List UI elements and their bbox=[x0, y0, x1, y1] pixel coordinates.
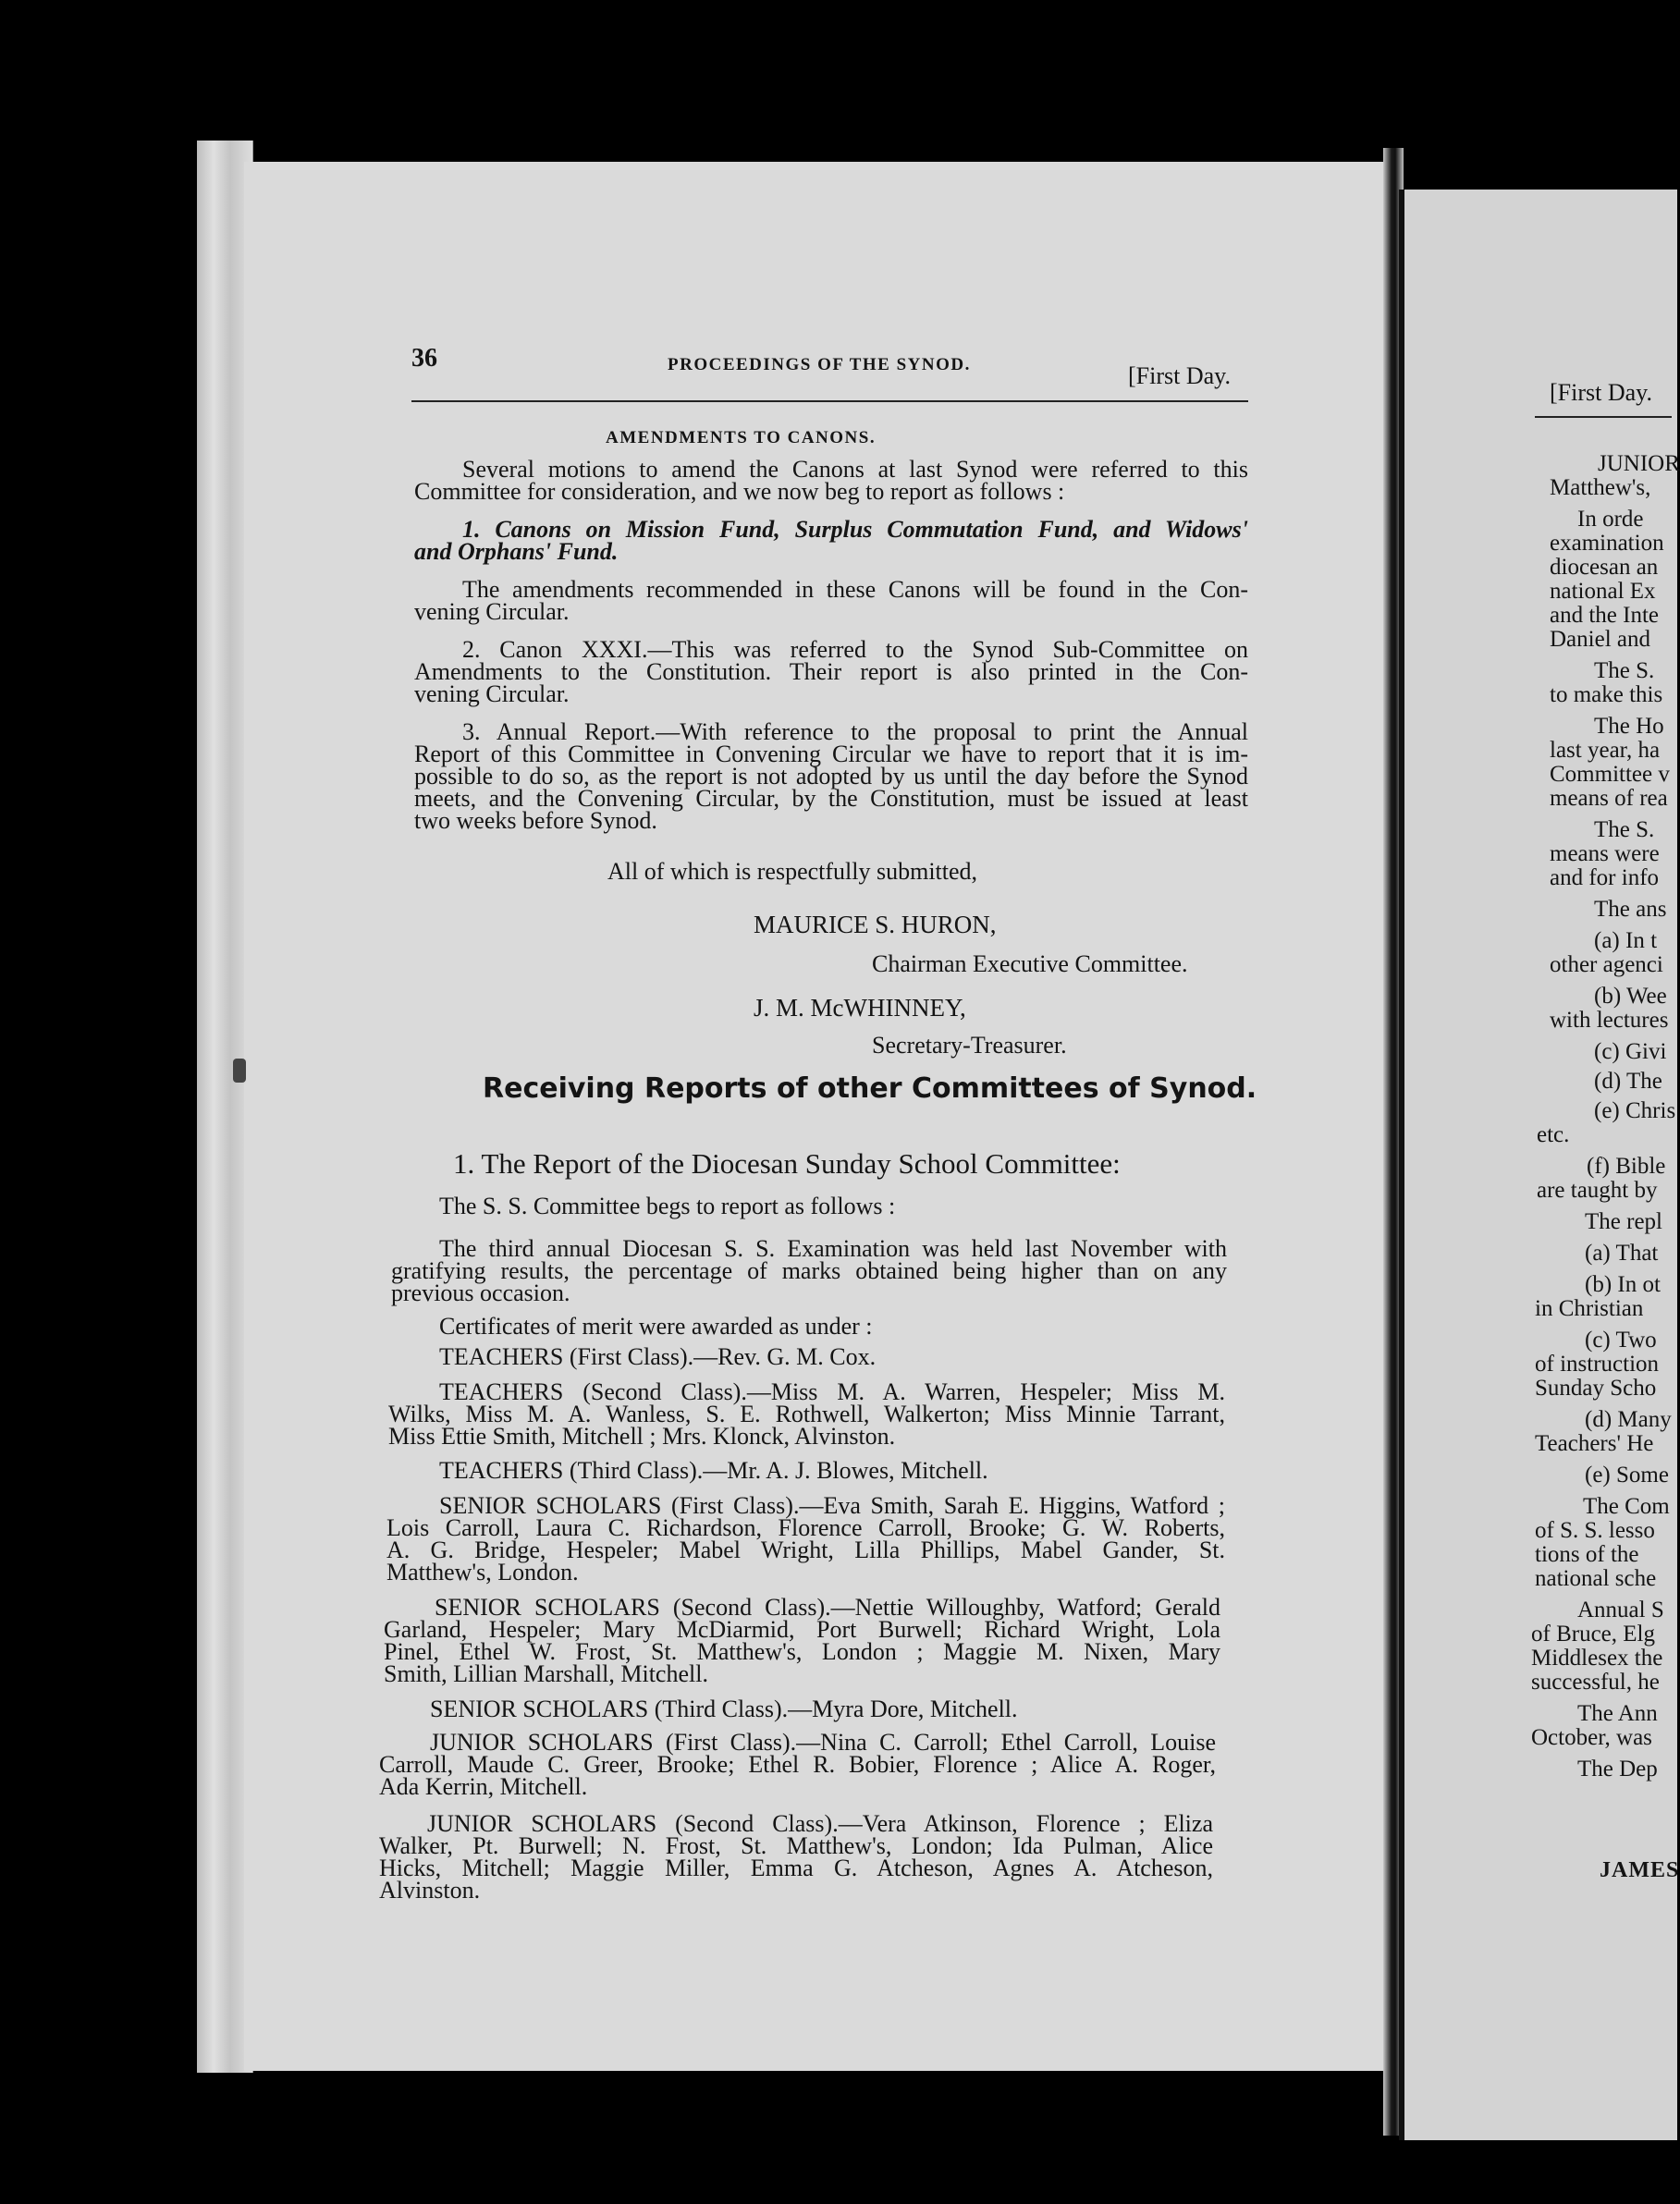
text-line: Carroll, Maude C. Greer, Brooke; Ethel R. Bobier, Florence ; Alice A. Roger, bbox=[379, 1751, 1216, 1778]
section-title: AMENDMENTS TO CANONS. bbox=[606, 428, 877, 447]
right-text-line: The ans bbox=[1594, 897, 1667, 922]
text-line: Hicks, Mitchell; Maggie Miller, Emma G. Atcheson, Agnes A. Atcheson, bbox=[379, 1855, 1213, 1881]
scan-speck-icon bbox=[233, 1059, 246, 1083]
text-line: TEACHERS (Third Class).—Mr. A. J. Blowes, Mitchell. bbox=[439, 1457, 988, 1484]
text-line: JUNIOR SCHOLARS (First Class).—Nina C. Carroll; Ethel Carroll, Louise bbox=[430, 1729, 1216, 1756]
right-text-line: JUNIOR bbox=[1598, 451, 1680, 476]
right-text-line: other agenci bbox=[1550, 952, 1663, 977]
right-text-line: (b) Wee bbox=[1594, 984, 1667, 1009]
text-line: 1. Canons on Mission Fund, Surplus Commutation Fund, and Widows' bbox=[462, 516, 1248, 543]
text-line: Walker, Pt. Burwell; N. Frost, St. Matthew's, London; Ida Pulman, Alice bbox=[379, 1832, 1213, 1859]
text-line: Garland, Hespeler; Mary McDiarmid, Port Burwell; Richard Wright, Lola bbox=[384, 1616, 1220, 1643]
text-line: Committee for consideration, and we now beg to report as follows : bbox=[414, 478, 1065, 505]
right-text-line: with lectures bbox=[1550, 1008, 1669, 1033]
text-line: SENIOR SCHOLARS (Third Class).—Myra Dore, Mitchell. bbox=[430, 1696, 1018, 1722]
right-text-line: Middlesex the bbox=[1531, 1646, 1663, 1671]
right-signature: JAMES bbox=[1600, 1858, 1680, 1882]
text-line: Report of this Committee in Convening Circular we have to report that it is im- bbox=[414, 741, 1248, 767]
signatory-name: J. M. McWHINNEY, bbox=[754, 994, 966, 1022]
text-line: two weeks before Synod. bbox=[414, 807, 657, 834]
text-line: TEACHERS (First Class).—Rev. G. M. Cox. bbox=[439, 1343, 877, 1370]
text-line: TEACHERS (Second Class).—Miss M. A. Warren, Hespeler; Miss M. bbox=[439, 1378, 1225, 1405]
right-text-line: (c) Givi bbox=[1594, 1039, 1667, 1064]
right-text-line: The S. bbox=[1594, 817, 1655, 842]
right-text-line: (a) In t bbox=[1594, 928, 1658, 953]
signatory-name: MAURICE S. HURON, bbox=[754, 911, 997, 938]
right-text-line: diocesan an bbox=[1550, 555, 1659, 580]
right-text-line: in Christian bbox=[1535, 1296, 1644, 1321]
right-text-line: and for info bbox=[1550, 865, 1660, 890]
right-text-line: of Bruce, Elg bbox=[1531, 1622, 1655, 1647]
text-line: 2. Canon XXXI.—This was referred to the Synod Sub-Committee on bbox=[462, 636, 1248, 663]
text-line: The third annual Diocesan S. S. Examination was held last November with bbox=[439, 1235, 1227, 1262]
signatory-title: Secretary-Treasurer. bbox=[872, 1032, 1067, 1059]
text-line: JUNIOR SCHOLARS (Second Class).—Vera Atkinson, Florence ; Eliza bbox=[427, 1810, 1213, 1837]
right-text-line: last year, ha bbox=[1550, 738, 1661, 763]
right-text-line: etc. bbox=[1537, 1122, 1570, 1147]
right-text-line: of S. S. lesso bbox=[1535, 1518, 1655, 1543]
text-line: 3. Annual Report.—With reference to the proposal to print the Annual bbox=[462, 718, 1248, 745]
right-text-line: means of rea bbox=[1550, 786, 1668, 811]
right-text-line: (b) In ot bbox=[1585, 1272, 1661, 1297]
right-text-line: are taught by bbox=[1537, 1178, 1658, 1203]
text-line: and Orphans' Fund. bbox=[414, 538, 619, 565]
text-line: gratifying results, the percentage of marks obtained being higher than on any bbox=[391, 1257, 1227, 1284]
right-text-line: tions of the bbox=[1535, 1542, 1639, 1567]
right-text-line: Sunday Scho bbox=[1535, 1376, 1657, 1401]
right-text-line: (e) Chris bbox=[1594, 1098, 1676, 1123]
text-line: SENIOR SCHOLARS (First Class).—Eva Smith, Sarah E. Higgins, Watford ; bbox=[439, 1492, 1225, 1519]
right-text-line: The repl bbox=[1585, 1209, 1662, 1234]
right-text-line: to make this bbox=[1550, 682, 1663, 707]
right-text-line: Daniel and bbox=[1550, 627, 1650, 652]
text-line: The S. S. Committee begs to report as follows : bbox=[439, 1193, 896, 1219]
text-line: Smith, Lillian Marshall, Mitchell. bbox=[384, 1660, 708, 1687]
running-title: PROCEEDINGS OF THE SYNOD. bbox=[668, 355, 971, 374]
text-line: vening Circular. bbox=[414, 680, 570, 707]
right-text-line: The Ho bbox=[1594, 714, 1664, 739]
page-number: 36 bbox=[411, 344, 437, 373]
right-text-line: means were bbox=[1550, 841, 1660, 866]
right-text-line: Committee v bbox=[1550, 762, 1670, 787]
text-line: A. G. Bridge, Hespeler; Mabel Wright, Lilla Phillips, Mabel Gander, St. bbox=[386, 1537, 1225, 1563]
section-heading: Receiving Reports of other Committees of Synod. bbox=[483, 1072, 1257, 1105]
running-day: [First Day. bbox=[1128, 362, 1231, 389]
right-text-line: successful, he bbox=[1531, 1670, 1660, 1695]
right-text-line: The Ann bbox=[1577, 1701, 1658, 1726]
right-text-line: (e) Some bbox=[1585, 1463, 1669, 1488]
right-text-line: national Ex bbox=[1550, 579, 1656, 604]
right-text-line: October, was bbox=[1531, 1725, 1652, 1750]
right-text-line: The Com bbox=[1583, 1494, 1670, 1519]
text-line: possible to do so, as the report is not adopted by us until the day before the Synod bbox=[414, 763, 1248, 790]
text-line: Matthew's, London. bbox=[386, 1559, 579, 1586]
text-line: Miss Ettie Smith, Mitchell ; Mrs. Klonck, Alvinston. bbox=[388, 1423, 896, 1450]
text-line: Lois Carroll, Laura C. Richardson, Florence Carroll, Brooke; G. W. Roberts, bbox=[386, 1514, 1225, 1541]
right-text-line: Annual S bbox=[1577, 1598, 1664, 1622]
right-text-line: (a) That bbox=[1585, 1241, 1659, 1266]
text-line: Pinel, Ethel W. Frost, St. Matthew's, London ; Maggie M. Nixen, Mary bbox=[384, 1638, 1220, 1665]
right-text-line: of instruction bbox=[1535, 1352, 1660, 1377]
right-running-day: [First Day. bbox=[1550, 379, 1652, 406]
right-text-line: (c) Two bbox=[1585, 1328, 1657, 1353]
text-line: Amendments to the Constitution. Their report is also printed in the Con- bbox=[414, 658, 1248, 685]
signatory-title: Chairman Executive Committee. bbox=[872, 950, 1188, 977]
text-line: Several motions to amend the Canons at last Synod were referred to this bbox=[462, 456, 1248, 483]
text-line: previous occasion. bbox=[391, 1280, 570, 1306]
right-text-line: national sche bbox=[1535, 1566, 1657, 1591]
right-text-line: (d) The bbox=[1594, 1069, 1662, 1094]
text-line: Certificates of merit were awarded as under : bbox=[439, 1313, 873, 1340]
right-text-line: and the Inte bbox=[1550, 603, 1660, 628]
text-line: SENIOR SCHOLARS (Second Class).—Nettie Willoughby, Watford; Gerald bbox=[435, 1594, 1220, 1621]
right-text-line: In orde bbox=[1577, 507, 1644, 532]
right-text-line: Teachers' He bbox=[1535, 1431, 1654, 1456]
closing-line: All of which is respectfully submitted, bbox=[607, 858, 978, 885]
text-line: Ada Kerrin, Mitchell. bbox=[379, 1773, 588, 1800]
right-text-line: (d) Many bbox=[1585, 1407, 1672, 1432]
right-text-line: The S. bbox=[1594, 658, 1655, 683]
right-text-line: examination bbox=[1550, 531, 1664, 556]
text-line: vening Circular. bbox=[414, 598, 570, 625]
text-line: Wilks, Miss M. A. Wanless, S. E. Rothwell, Walkerton; Miss Minnie Tarrant, bbox=[388, 1401, 1225, 1427]
right-header-rule bbox=[1535, 416, 1672, 418]
right-text-line: Matthew's, bbox=[1550, 475, 1651, 500]
text-line: Alvinston. bbox=[379, 1877, 481, 1904]
subsection-heading: 1. The Report of the Diocesan Sunday School Committee: bbox=[453, 1147, 1121, 1180]
text-line: meets, and the Convening Circular, by the Constitution, must be issued at least bbox=[414, 785, 1248, 812]
right-text-line: The Dep bbox=[1577, 1757, 1658, 1782]
text-line: The amendments recommended in these Canons will be found in the Con- bbox=[462, 576, 1248, 603]
right-text-line: (f) Bible bbox=[1587, 1154, 1666, 1179]
